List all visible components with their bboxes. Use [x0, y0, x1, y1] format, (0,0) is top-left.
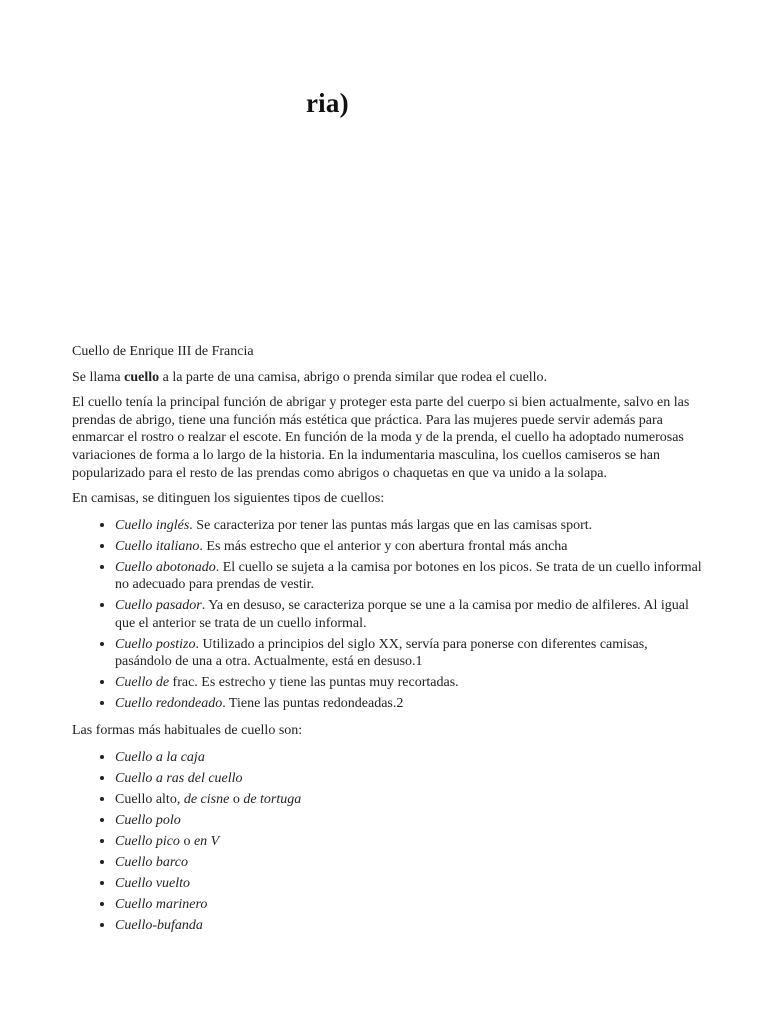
list-item — [115, 895, 702, 914]
form-name: Cuello barco — [115, 854, 188, 870]
collar-description: . Tiene las puntas redondeadas.2 — [222, 696, 404, 712]
collar-forms-list — [72, 748, 702, 934]
list-item — [115, 635, 702, 671]
intro-suffix: a la parte de una camisa, abrigo o prenda similar que rodea el cuello. — [159, 369, 548, 385]
form-name: Cuello pico — [115, 833, 180, 849]
list-item — [115, 694, 702, 713]
form-variant: , de cisne — [176, 791, 230, 807]
collar-description: frac. Es estrecho y tiene las puntas muy recortadas. — [169, 675, 459, 691]
list-item — [115, 874, 702, 893]
list-item — [115, 832, 702, 851]
form-connector: o — [179, 833, 194, 849]
article-body — [72, 343, 702, 943]
list-item — [115, 516, 702, 535]
form-name: Cuello a la caja — [115, 749, 205, 765]
list-item — [115, 853, 702, 872]
form-name: Cuello marinero — [115, 896, 208, 912]
form-name: Cuello polo — [115, 812, 181, 828]
list-item — [115, 558, 702, 594]
list-item — [115, 811, 702, 830]
intro-paragraph — [72, 369, 702, 387]
collar-name: Cuello abotonado — [115, 559, 216, 575]
page-title: ria) — [306, 88, 349, 118]
collar-name: Cuello postizo — [115, 636, 196, 652]
collar-name: Cuello de — [115, 675, 170, 691]
collar-name: Cuello italiano — [115, 538, 200, 554]
list-item — [115, 769, 702, 788]
form-name: Cuello a ras del cuello — [115, 770, 243, 786]
list-item — [115, 673, 702, 692]
history-paragraph: El cuello tenía la principal función de abrigar y proteger esta parte del cuerpo si bien actualmente, salvo en las prendas de abrigo, tiene una función más estética que práctica. Para las mujeres puede servir además para enmarcar el rostro o realzar el escote. En función de la moda y de la prenda, el cuello ha adoptado numerosas variaciones de forma a lo largo de la historia. En la indumentaria masculina, los cuellos camiseros se han popularizado para el resto de las prendas como abrigos o chaquetas en que va unido a la solapa. — [72, 395, 690, 481]
list-item — [115, 748, 702, 767]
form-name: Cuello vuelto — [115, 875, 191, 891]
form-connector: o — [229, 791, 244, 807]
intro-prefix: Se llama — [72, 369, 125, 385]
form-name: Cuello alto — [115, 791, 177, 807]
collar-description: . Es más estrecho que el anterior y con abertura frontal más ancha — [199, 538, 568, 554]
intro-term: cuello — [124, 369, 160, 385]
collar-name: Cuello redondeado — [115, 696, 223, 712]
list-item — [115, 790, 702, 809]
collar-description: . Utilizado a principios del siglo XX, servía para ponerse con diferentes camisas, pasándolo de una a otra. Actualmente, está en desuso.1 — [115, 636, 648, 670]
collar-description: . Ya en desuso, se caracteriza porque se une a la camisa por medio de alfileres. Al igual que el anterior se trata de un cuello informal. — [115, 598, 689, 631]
forms-intro: Las formas más habituales de cuello son: — [72, 723, 303, 739]
list-item — [115, 916, 702, 935]
form-name: Cuello-bufanda — [115, 917, 203, 933]
list-item — [115, 537, 702, 556]
form-variant: de tortuga — [243, 791, 302, 807]
collar-description: . Se caracteriza por tener las puntas más largas que en las camisas sport. — [189, 517, 593, 533]
list-item — [115, 596, 702, 632]
shirt-types-intro: En camisas, se ditinguen los siguientes tipos de cuellos: — [72, 491, 385, 507]
collar-name: Cuello inglés — [115, 517, 190, 533]
collar-description: . El cuello se sujeta a la camisa por botones en los picos. Se trata de un cuello informal no adecuado para prendas de vestir. — [115, 559, 702, 593]
shirt-types-list — [72, 516, 702, 713]
collar-name: Cuello pasador — [115, 598, 202, 614]
image-caption: Cuello de Enrique III de Francia — [72, 344, 254, 359]
form-variant: en V — [193, 833, 220, 849]
